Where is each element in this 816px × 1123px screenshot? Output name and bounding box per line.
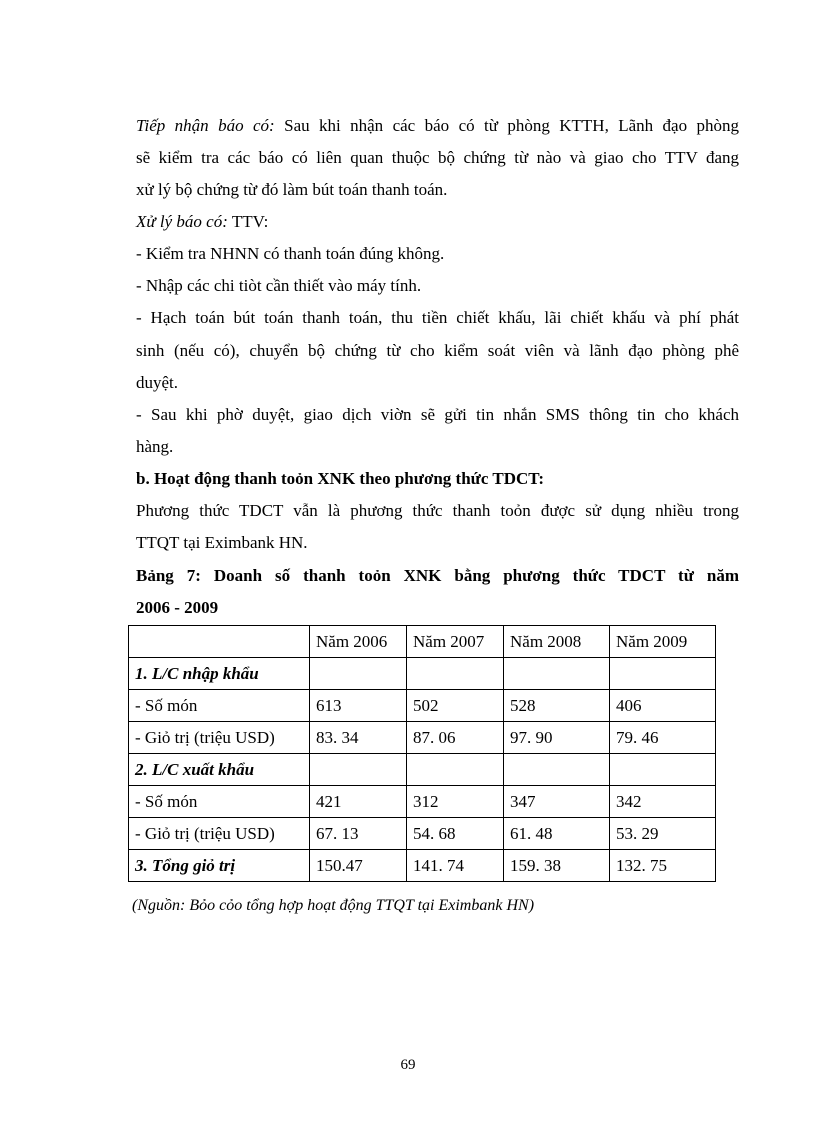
row-label: 1. L/C nhập khẩu <box>129 658 310 690</box>
text-process: TTV: <box>231 212 269 231</box>
table-cell: 150.47 <box>310 850 407 882</box>
table-cell: 53. 29 <box>610 818 716 850</box>
table-cell: 421 <box>310 786 407 818</box>
label-receive: Tiếp nhận báo có: <box>136 116 275 135</box>
table-row <box>129 850 716 882</box>
lc-turnover-table <box>128 625 716 882</box>
table-cell: 159. 38 <box>504 850 610 882</box>
header-cell-2006: Năm 2006 <box>310 626 407 658</box>
table-cell: 61. 48 <box>504 818 610 850</box>
bullet-account-line-1: - Hạch toán bút toán thanh toán, thu tiền chiết khấu, lãi chiết khấu và phí phát <box>136 308 739 327</box>
header-cell-2008: Năm 2008 <box>504 626 610 658</box>
bullet-approve-line-1: - Sau khi phờ duyệt, giao dịch viờn sẽ gửi tin nhắn SMS thông tin cho khách <box>136 405 739 424</box>
row-label: - Số món <box>129 690 310 722</box>
row-label: - Số món <box>129 786 310 818</box>
text-receive-1: Sau khi nhận các báo có từ phòng KTTH, Lãnh đạo phòng <box>284 116 740 135</box>
header-cell-2007: Năm 2007 <box>407 626 504 658</box>
table-cell: 67. 13 <box>310 818 407 850</box>
bullet-account-line-3: duyệt. <box>136 373 179 392</box>
paragraph-receive-line-1 <box>136 115 739 137</box>
bullet-account-line-2: sinh (nếu có), chuyển bộ chứng từ cho kiểm soát viên và lãnh đạo phòng phê <box>136 341 739 360</box>
table-row <box>129 786 716 818</box>
header-cell-2009: Năm 2009 <box>610 626 716 658</box>
table-cell: 347 <box>504 786 610 818</box>
paragraph-receive-line-3: xử lý bộ chứng từ đó làm bút toán thanh toán. <box>136 180 448 199</box>
row-label: 2. L/C xuất khẩu <box>129 754 310 786</box>
table-cell <box>610 754 716 786</box>
table-title-line-2: 2006 - 2009 <box>136 598 219 617</box>
table-cell: 613 <box>310 690 407 722</box>
table-cell: 406 <box>610 690 716 722</box>
header-cell-empty <box>129 626 310 658</box>
table-cell <box>504 754 610 786</box>
table-cell <box>610 658 716 690</box>
page-number: 69 <box>400 1057 416 1073</box>
table-title-line-1: Bảng 7: Doanh số thanh toỏn XNK bằng phương thức TDCT từ năm <box>136 566 739 585</box>
paragraph-receive-line-2: sẽ kiểm tra các báo có liên quan thuộc bộ chứng từ nào và giao cho TTV đang <box>136 148 739 167</box>
table-cell: 312 <box>407 786 504 818</box>
table-row <box>129 658 716 690</box>
table-cell: 79. 46 <box>610 722 716 754</box>
row-label: - Giỏ trị (triệu USD) <box>129 722 310 754</box>
bullet-input: - Nhập các chi tiòt cần thiết vào máy tính. <box>136 276 422 295</box>
table-cell <box>310 658 407 690</box>
bullet-approve-line-2: hàng. <box>136 437 174 456</box>
table-cell <box>407 754 504 786</box>
table-cell: 342 <box>610 786 716 818</box>
table-cell: 83. 34 <box>310 722 407 754</box>
label-process: Xử lý báo có: <box>136 212 228 231</box>
paragraph-process-line <box>136 211 739 233</box>
row-label: - Giỏ trị (triệu USD) <box>129 818 310 850</box>
table-cell: 528 <box>504 690 610 722</box>
table-cell <box>504 658 610 690</box>
table-source-note: (Nguồn: Bỏo cỏo tổng hợp hoạt động TTQT tại Eximbank HN) <box>132 897 535 914</box>
table-cell: 141. 74 <box>407 850 504 882</box>
table-cell: 97. 90 <box>504 722 610 754</box>
table-cell: 502 <box>407 690 504 722</box>
paragraph-tdct-line-2: TTQT tại Eximbank HN. <box>136 533 308 552</box>
table-cell <box>407 658 504 690</box>
table-header-row <box>129 626 716 658</box>
table-cell <box>310 754 407 786</box>
table-row <box>129 754 716 786</box>
table-cell: 54. 68 <box>407 818 504 850</box>
paragraph-tdct-line-1: Phương thức TDCT vẫn là phương thức thanh toỏn được sử dụng nhiều trong <box>136 501 739 520</box>
table-row <box>129 722 716 754</box>
table-cell: 87. 06 <box>407 722 504 754</box>
table-row <box>129 690 716 722</box>
row-label: 3. Tổng giỏ trị <box>129 850 310 882</box>
bullet-check: - Kiểm tra NHNN có thanh toán đúng không. <box>136 244 445 263</box>
table-cell: 132. 75 <box>610 850 716 882</box>
table-row <box>129 818 716 850</box>
section-heading-b: b. Hoạt động thanh toỏn XNK theo phương thức TDCT: <box>136 469 544 488</box>
